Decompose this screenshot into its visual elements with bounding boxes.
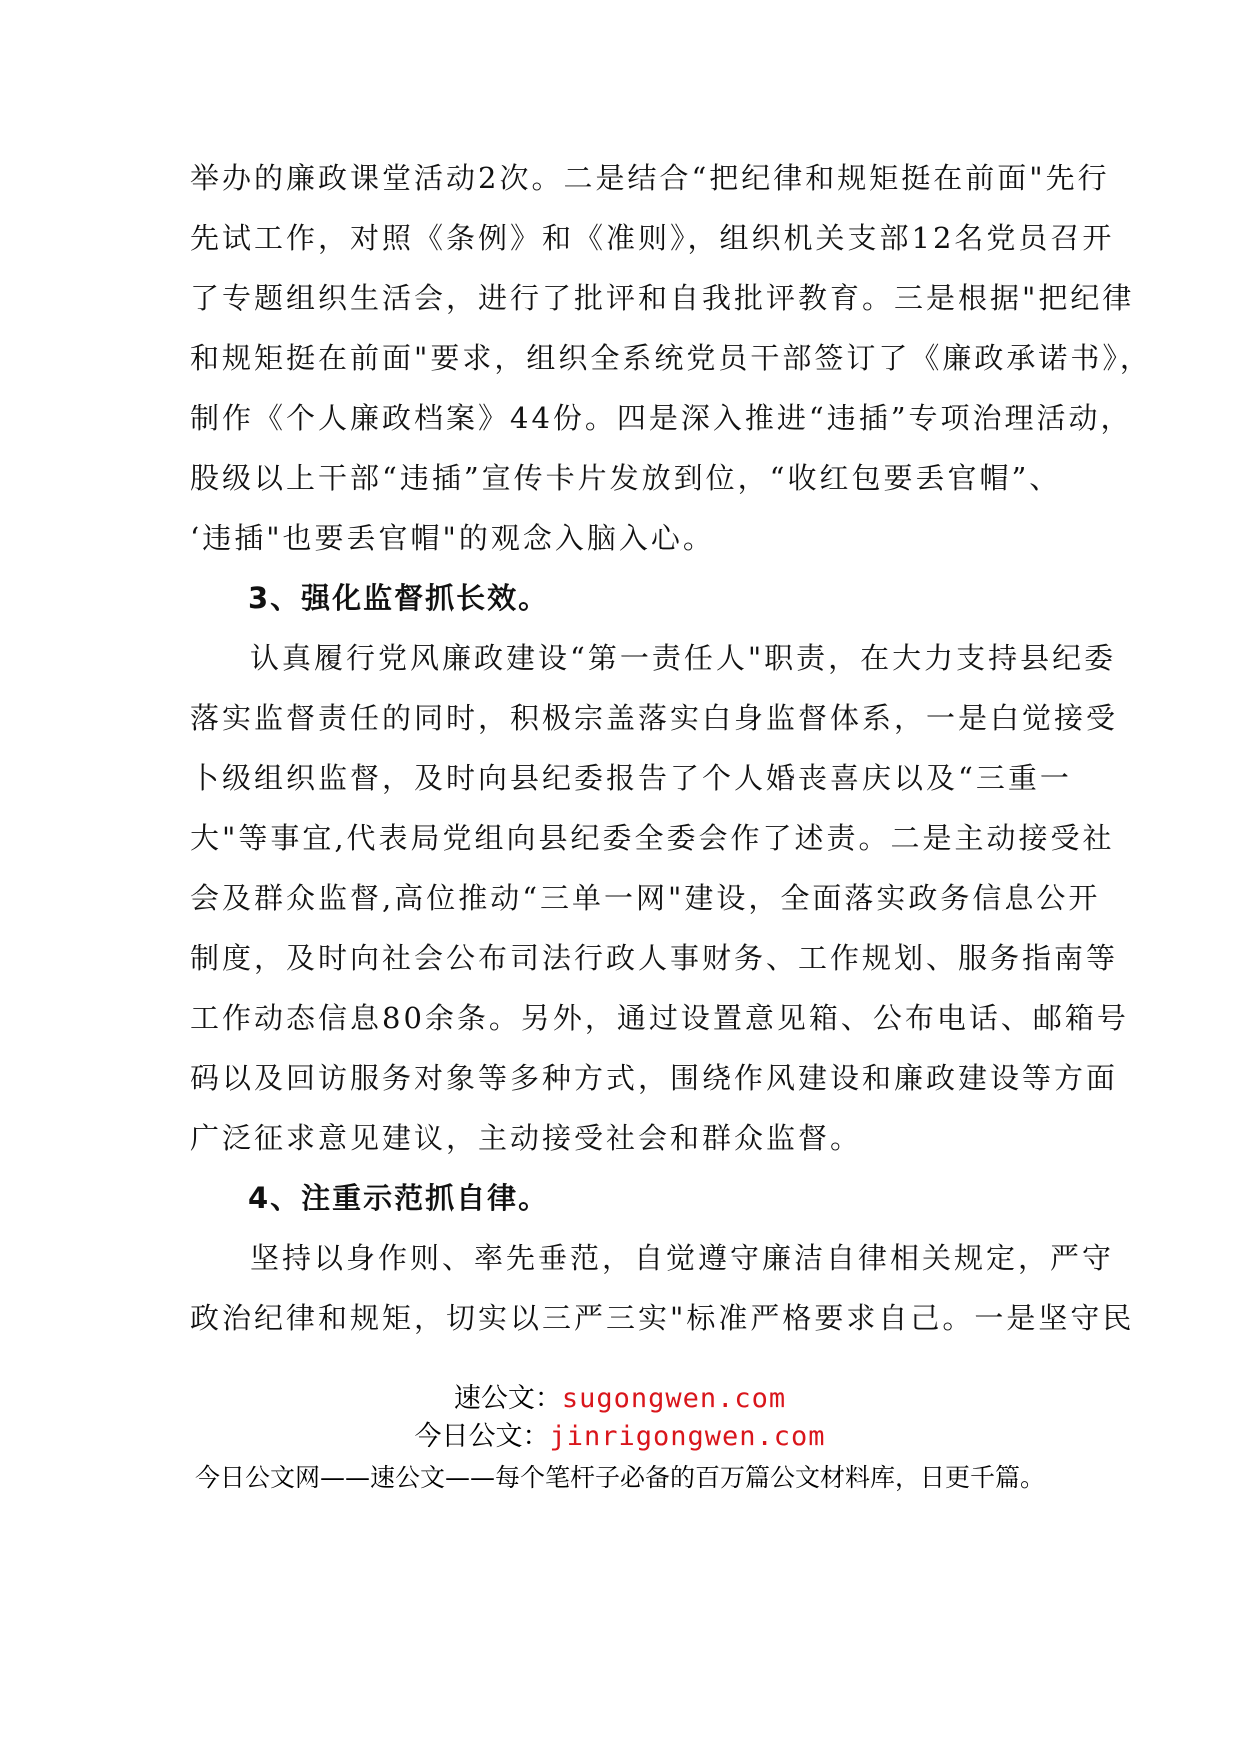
footer-site-1-label: 速公文：	[453, 1383, 562, 1414]
paragraph-line: 股级以上干部“违插”宣传卡片发放到位，“收红包要丢官帽”、	[190, 461, 1062, 495]
footer-slogan: 今日公文网——速公文——每个笔杆子必备的百万篇公文材料库，日更千篇。	[194, 1463, 1045, 1492]
paragraph-line: 落实监督责任的同时，积极宗盖落实白身监督体系，一是白觉接受	[190, 701, 1119, 735]
paragraph-line: 卜级组织监督，及时向县纪委报告了个人婚丧喜庆以及“三重一	[190, 761, 1072, 795]
paragraph-line: 大"等事宜,代表局党组向县纪委全委会作了述责。二是主动接受社	[190, 821, 1115, 855]
paragraph-line: 坚持以身作则、率先垂范，自觉遵守廉洁自律相关规定，严守	[250, 1241, 1115, 1275]
paragraph-line: 制度，及时向社会公布司法行政人事财务、工作规划、服务指南等	[190, 941, 1119, 975]
section-heading-3: 3、强化监督抓长效。	[248, 581, 550, 615]
paragraph-line: 工作动态信息80余条。另外，通过设置意见箱、公布电话、邮箱号	[190, 1001, 1129, 1035]
paragraph-line: 了专题组织生活会，进行了批评和自我批评教育。三是根据"把纪律	[190, 281, 1135, 315]
paragraph-line: 政治纪律和规矩，切实以三严三实"标准严格要求自己。一是坚守民	[190, 1301, 1135, 1335]
paragraph-line: 认真履行党风廉政建设“第一责任人"职责，在大力支持县纪委	[250, 641, 1117, 675]
paragraph-line: 码以及回访服务对象等多种方式，围绕作风建设和廉政建设等方面	[190, 1061, 1119, 1095]
section-heading-4: 4、注重示范抓自律。	[248, 1181, 550, 1215]
paragraph-line: 广泛征求意见建议，主动接受社会和群众监督。	[190, 1121, 863, 1155]
footer-site-1-url[interactable]: sugongwen.com	[561, 1383, 787, 1414]
paragraph-line: 会及群众监督,高位推动“三单一网"建设，全面落实政务信息公开	[190, 881, 1101, 915]
footer-site-2-label: 今日公文：	[414, 1421, 550, 1452]
footer-site-2	[0, 1420, 1240, 1454]
paragraph-line: 制作《个人廉政档案》44份。四是深入推进“违插”专项治理活动，	[190, 401, 1133, 435]
footer-site-2-url[interactable]: jinrigongwen.com	[549, 1421, 826, 1452]
paragraph-line: 举办的廉政课堂活动2次。二是结合“把纪律和规矩挺在前面"先行	[190, 161, 1110, 195]
footer-site-1	[0, 1382, 1240, 1416]
paragraph-line: ‘违插"也要丢官帽"的观念入脑入心。	[190, 521, 715, 555]
paragraph-line: 和规矩挺在前面"要求，组织全系统党员干部签订了《廉政承诺书》，	[190, 341, 1152, 375]
paragraph-line: 先试工作，对照《条例》和《准则》，组织机关支部12名党员召开	[190, 221, 1115, 255]
